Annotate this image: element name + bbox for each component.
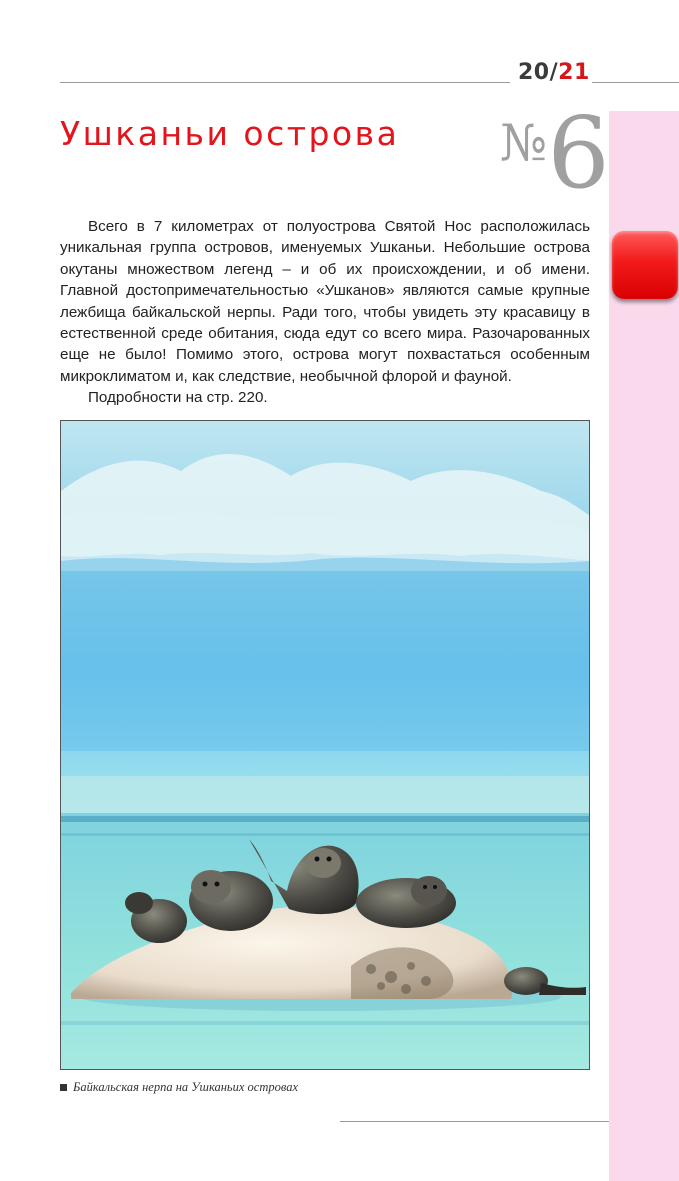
photo-caption-text: Байкальская нерпа на Ушканьих островах [73, 1080, 299, 1094]
photo-caption [60, 1080, 298, 1095]
body-paragraph: Подробности на стр. 220. [88, 389, 268, 407]
body-paragraph: Всего в 7 километрах от полуострова Святой Нос расположилась уникальная группа островов, именуемых Ушканьи. Небольшие острова окутаны множеством легенд – и об их происхождении, и об имени. Главной достопримечательностью «Ушканов» являются самые крупные лежбища байкальской нерпы. Ради того, чтобы увидеть эту красавицу в естественной среде обитания, сюда едут со всего мира. Разочарованных еще не было! Помимо этого, острова могут похвастаться особенным микроклиматом и, как следствие, необычной флорой и фауной. [60, 218, 590, 385]
article-body [60, 216, 590, 409]
numero-value: 6 [547, 97, 610, 211]
header-rule-right [592, 82, 679, 83]
caption-bullet-icon [60, 1084, 67, 1091]
page-number-left: 20 [518, 60, 550, 85]
seals-photo [60, 420, 590, 1070]
numero-sign: № [500, 114, 548, 172]
article-title: Ушканьи острова [60, 114, 400, 153]
page-number-right: 21 [558, 60, 590, 85]
article-number [500, 97, 610, 211]
seals-photo-illustration [61, 421, 590, 1070]
header-rule-left [60, 82, 510, 83]
chapter-tab-marker[interactable] [612, 231, 678, 299]
page-numbers [518, 60, 590, 86]
footer-rule [340, 1121, 609, 1122]
page-number-separator: / [549, 60, 559, 85]
